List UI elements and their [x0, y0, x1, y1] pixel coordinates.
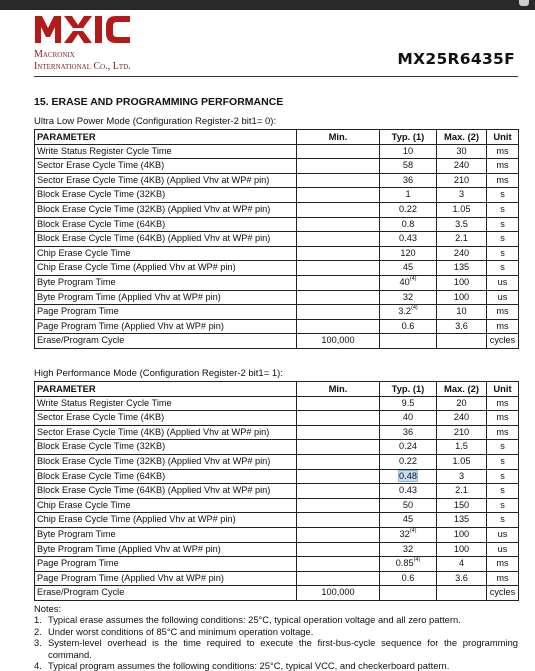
typ-value: 1 [405, 189, 411, 200]
min-cell [297, 527, 380, 542]
parameter-cell: Block Erase Cycle Time (64KB) [35, 217, 297, 232]
table1-caption: Ultra Low Power Mode (Configuration Register-2 bit1= 0): [34, 116, 277, 127]
unit-cell: us [487, 527, 519, 542]
min-cell [297, 454, 380, 469]
max-cell: 3.5 [437, 217, 487, 232]
unit-cell: ms [487, 173, 519, 188]
unit-cell: ms [487, 144, 519, 159]
viewer-top-bar [0, 0, 535, 10]
min-cell [297, 425, 380, 440]
column-header: Typ. (1) [380, 382, 437, 397]
typ-cell [380, 159, 437, 174]
note-item [34, 660, 518, 671]
parameter-cell: Block Erase Cycle Time (64KB) (Applied Vhv at WP# pin) [35, 232, 297, 247]
notes-section [34, 603, 518, 671]
unit-cell: us [487, 275, 519, 290]
typ-cell [380, 305, 437, 320]
unit-cell: cycles [487, 334, 519, 349]
parameter-cell: Chip Erase Cycle Time [35, 246, 297, 261]
footnote-ref: (4) [409, 527, 417, 534]
typ-value: 0.48 [399, 470, 417, 481]
table-row [35, 586, 519, 601]
parameter-cell: Byte Program Time [35, 275, 297, 290]
max-cell: 210 [437, 425, 487, 440]
typ-cell [380, 188, 437, 203]
min-cell [297, 396, 380, 411]
typ-value: 0.6 [401, 320, 415, 331]
typ-cell [380, 275, 437, 290]
table-row [35, 173, 519, 188]
table-row [35, 425, 519, 440]
unit-cell: s [487, 469, 519, 484]
unit-cell: ms [487, 571, 519, 586]
typ-value: 40 [399, 276, 410, 287]
table-row [35, 527, 519, 542]
unit-cell: s [487, 513, 519, 528]
min-cell [297, 144, 380, 159]
parameter-cell: Chip Erase Cycle Time (Applied Vhv at WP# pin) [35, 513, 297, 528]
column-header: Min. [297, 130, 380, 145]
typ-value: 0.43 [399, 485, 417, 496]
typ-cell [380, 425, 437, 440]
parameter-cell: Block Erase Cycle Time (64KB) [35, 469, 297, 484]
unit-cell: ms [487, 557, 519, 572]
header-divider [34, 76, 518, 77]
max-cell: 100 [437, 542, 487, 557]
min-cell [297, 261, 380, 276]
max-cell: 10 [437, 305, 487, 320]
typ-value: 45 [402, 514, 414, 525]
max-cell: 3 [437, 469, 487, 484]
parameter-cell: Block Erase Cycle Time (32KB) (Applied Vhv at WP# pin) [35, 202, 297, 217]
typ-value: 3.2 [398, 306, 412, 317]
parameter-cell: Chip Erase Cycle Time (Applied Vhv at WP# pin) [35, 261, 297, 276]
parameter-cell: Byte Program Time [35, 527, 297, 542]
typ-value: 32 [402, 291, 414, 302]
min-cell [297, 469, 380, 484]
unit-cell: cycles [487, 586, 519, 601]
typ-cell [380, 454, 437, 469]
typ-cell [380, 334, 437, 349]
unit-cell: us [487, 542, 519, 557]
unit-cell: ms [487, 159, 519, 174]
note-item [34, 637, 518, 660]
company-line-1: Macronix [34, 49, 75, 60]
table-row [35, 469, 519, 484]
company-line-2: International Co., Ltd. [34, 61, 131, 72]
section-title: 15. ERASE AND PROGRAMMING PERFORMANCE [34, 96, 284, 108]
company-name [34, 49, 131, 73]
typ-cell [380, 469, 437, 484]
table-header-row [35, 130, 519, 145]
unit-cell: s [487, 440, 519, 455]
table-row [35, 334, 519, 349]
unit-cell: ms [487, 425, 519, 440]
note-number: 4. [34, 660, 42, 671]
typ-cell [380, 586, 437, 601]
max-cell: 150 [437, 498, 487, 513]
note-text: Typical erase assumes the following conditions: 25°C, typical operation voltage and all zero pattern. [48, 614, 461, 626]
max-cell: 135 [437, 513, 487, 528]
table-row [35, 411, 519, 426]
typ-cell [380, 173, 437, 188]
max-cell: 135 [437, 261, 487, 276]
parameter-cell: Sector Erase Cycle Time (4KB) (Applied Vhv at WP# pin) [35, 173, 297, 188]
column-header: PARAMETER [35, 130, 297, 145]
max-cell [437, 334, 487, 349]
typ-value: 0.43 [399, 233, 417, 244]
min-cell [297, 246, 380, 261]
column-header: Max. (2) [437, 382, 487, 397]
column-header: Min. [297, 382, 380, 397]
part-number: MX25R6435F [397, 50, 515, 68]
typ-value: 9.5 [401, 397, 415, 408]
unit-cell: ms [487, 411, 519, 426]
max-cell: 20 [437, 396, 487, 411]
max-cell: 240 [437, 246, 487, 261]
parameter-cell: Block Erase Cycle Time (32KB) [35, 440, 297, 455]
column-header: Unit [487, 130, 519, 145]
typ-cell [380, 202, 437, 217]
min-cell [297, 173, 380, 188]
table-row [35, 396, 519, 411]
max-cell: 100 [437, 275, 487, 290]
min-cell [297, 484, 380, 499]
table-row [35, 484, 519, 499]
high-performance-table [34, 381, 519, 601]
typ-cell [380, 261, 437, 276]
min-cell [297, 498, 380, 513]
parameter-cell: Block Erase Cycle Time (32KB) [35, 188, 297, 203]
typ-value: 45 [402, 262, 414, 273]
typ-cell [380, 484, 437, 499]
unit-cell: s [487, 498, 519, 513]
unit-cell: s [487, 246, 519, 261]
note-number: 2. [34, 625, 42, 637]
parameter-cell: Block Erase Cycle Time (64KB) (Applied Vhv at WP# pin) [35, 484, 297, 499]
column-header: Max. (2) [437, 130, 487, 145]
unit-cell: s [487, 188, 519, 203]
typ-cell [380, 319, 437, 334]
note-number: 1. [34, 614, 42, 626]
typ-cell [380, 571, 437, 586]
min-cell [297, 571, 380, 586]
parameter-cell: Sector Erase Cycle Time (4KB) [35, 159, 297, 174]
table-row [35, 319, 519, 334]
typ-cell [380, 232, 437, 247]
typ-cell [380, 513, 437, 528]
typ-value: 36 [402, 426, 414, 437]
parameter-cell: Write Status Register Cycle Time [35, 396, 297, 411]
max-cell: 3.6 [437, 571, 487, 586]
min-cell [297, 275, 380, 290]
typ-cell [380, 557, 437, 572]
min-cell [297, 319, 380, 334]
table-header-row [35, 382, 519, 397]
parameter-cell: Block Erase Cycle Time (32KB) (Applied Vhv at WP# pin) [35, 454, 297, 469]
min-cell [297, 542, 380, 557]
typ-value: 40 [402, 412, 414, 423]
footnote-ref: (4) [413, 557, 421, 564]
column-header: PARAMETER [35, 382, 297, 397]
note-item [34, 614, 518, 625]
table-row [35, 571, 519, 586]
max-cell: 30 [437, 144, 487, 159]
typ-cell [380, 144, 437, 159]
max-cell: 240 [437, 159, 487, 174]
min-cell [297, 305, 380, 320]
min-cell [297, 188, 380, 203]
typ-value: 0.22 [399, 455, 417, 466]
typ-value: 32 [399, 528, 410, 539]
typ-value: 0.85 [395, 558, 414, 569]
parameter-cell: Chip Erase Cycle Time [35, 498, 297, 513]
max-cell: 1.05 [437, 454, 487, 469]
typ-value: 50 [402, 499, 414, 510]
notes-title: Notes: [34, 603, 62, 614]
table-row [35, 305, 519, 320]
typ-cell [380, 217, 437, 232]
min-cell [297, 232, 380, 247]
unit-cell: s [487, 261, 519, 276]
parameter-cell: Sector Erase Cycle Time (4KB) [35, 411, 297, 426]
table-row [35, 542, 519, 557]
typ-cell [380, 290, 437, 305]
min-cell [297, 513, 380, 528]
parameter-cell: Erase/Program Cycle [35, 334, 297, 349]
ultra-low-power-table [34, 129, 519, 349]
typ-value: 120 [400, 247, 416, 258]
typ-value: 0.22 [399, 203, 417, 214]
table-row [35, 440, 519, 455]
table-row [35, 275, 519, 290]
mxic-logo [34, 14, 148, 44]
table2-caption: High Performance Mode (Configuration Register-2 bit1= 1): [34, 368, 283, 379]
table-row [35, 290, 519, 305]
max-cell: 240 [437, 411, 487, 426]
note-text: Typical program assumes the following conditions: 25°C, typical VCC, and checkerboard pattern. [48, 660, 450, 671]
unit-cell: ms [487, 305, 519, 320]
typ-cell [380, 542, 437, 557]
max-cell [437, 586, 487, 601]
notes-list [34, 614, 518, 671]
min-cell [297, 411, 380, 426]
typ-cell [380, 246, 437, 261]
scroll-indicator [519, 0, 529, 6]
typ-cell [380, 396, 437, 411]
min-cell [297, 159, 380, 174]
min-cell [297, 217, 380, 232]
parameter-cell: Sector Erase Cycle Time (4KB) (Applied Vhv at WP# pin) [35, 425, 297, 440]
max-cell: 3.6 [437, 319, 487, 334]
footnote-ref: (4) [409, 275, 417, 282]
table-row [35, 144, 519, 159]
table-row [35, 188, 519, 203]
table-row [35, 159, 519, 174]
max-cell: 100 [437, 527, 487, 542]
min-cell: 100,000 [297, 334, 380, 349]
unit-cell: s [487, 217, 519, 232]
typ-value: 0.6 [401, 572, 415, 583]
max-cell: 1.05 [437, 202, 487, 217]
table-row [35, 557, 519, 572]
parameter-cell: Byte Program Time (Applied Vhv at WP# pin) [35, 290, 297, 305]
parameter-cell: Page Program Time [35, 305, 297, 320]
max-cell: 100 [437, 290, 487, 305]
parameter-cell: Page Program Time [35, 557, 297, 572]
max-cell: 4 [437, 557, 487, 572]
table-row [35, 202, 519, 217]
max-cell: 1.5 [437, 440, 487, 455]
unit-cell: s [487, 484, 519, 499]
max-cell: 3 [437, 188, 487, 203]
typ-cell [380, 440, 437, 455]
table-row [35, 232, 519, 247]
column-header: Unit [487, 382, 519, 397]
typ-cell [380, 498, 437, 513]
note-text: Under worst conditions of 85°C and minimum operation voltage. [48, 625, 314, 637]
min-cell [297, 440, 380, 455]
table-row [35, 217, 519, 232]
table-row [35, 261, 519, 276]
typ-value: 10 [402, 145, 414, 156]
parameter-cell: Page Program Time (Applied Vhv at WP# pin) [35, 571, 297, 586]
typ-value: 0.24 [399, 441, 417, 452]
typ-cell [380, 411, 437, 426]
note-text: System-level overhead is the time required to execute the first-bus-cycle sequence for the programming command. [48, 637, 518, 660]
unit-cell: ms [487, 319, 519, 334]
parameter-cell: Write Status Register Cycle Time [35, 144, 297, 159]
footnote-ref: (4) [411, 305, 418, 312]
table-row [35, 498, 519, 513]
parameter-cell: Erase/Program Cycle [35, 586, 297, 601]
unit-cell: s [487, 454, 519, 469]
typ-value: 36 [402, 174, 414, 185]
max-cell: 2.1 [437, 232, 487, 247]
unit-cell: us [487, 290, 519, 305]
max-cell: 210 [437, 173, 487, 188]
parameter-cell: Byte Program Time (Applied Vhv at WP# pin) [35, 542, 297, 557]
min-cell [297, 290, 380, 305]
table-row [35, 246, 519, 261]
min-cell [297, 557, 380, 572]
unit-cell: ms [487, 396, 519, 411]
note-number: 3. [34, 637, 42, 649]
unit-cell: s [487, 232, 519, 247]
typ-value: 32 [402, 543, 414, 554]
typ-value: 0.8 [401, 218, 415, 229]
column-header: Typ. (1) [380, 130, 437, 145]
min-cell: 100,000 [297, 586, 380, 601]
table-row [35, 513, 519, 528]
table-row [35, 454, 519, 469]
unit-cell: s [487, 202, 519, 217]
typ-cell [380, 527, 437, 542]
parameter-cell: Page Program Time (Applied Vhv at WP# pin) [35, 319, 297, 334]
typ-value: 58 [402, 160, 414, 171]
note-item [34, 626, 518, 637]
min-cell [297, 202, 380, 217]
max-cell: 2.1 [437, 484, 487, 499]
